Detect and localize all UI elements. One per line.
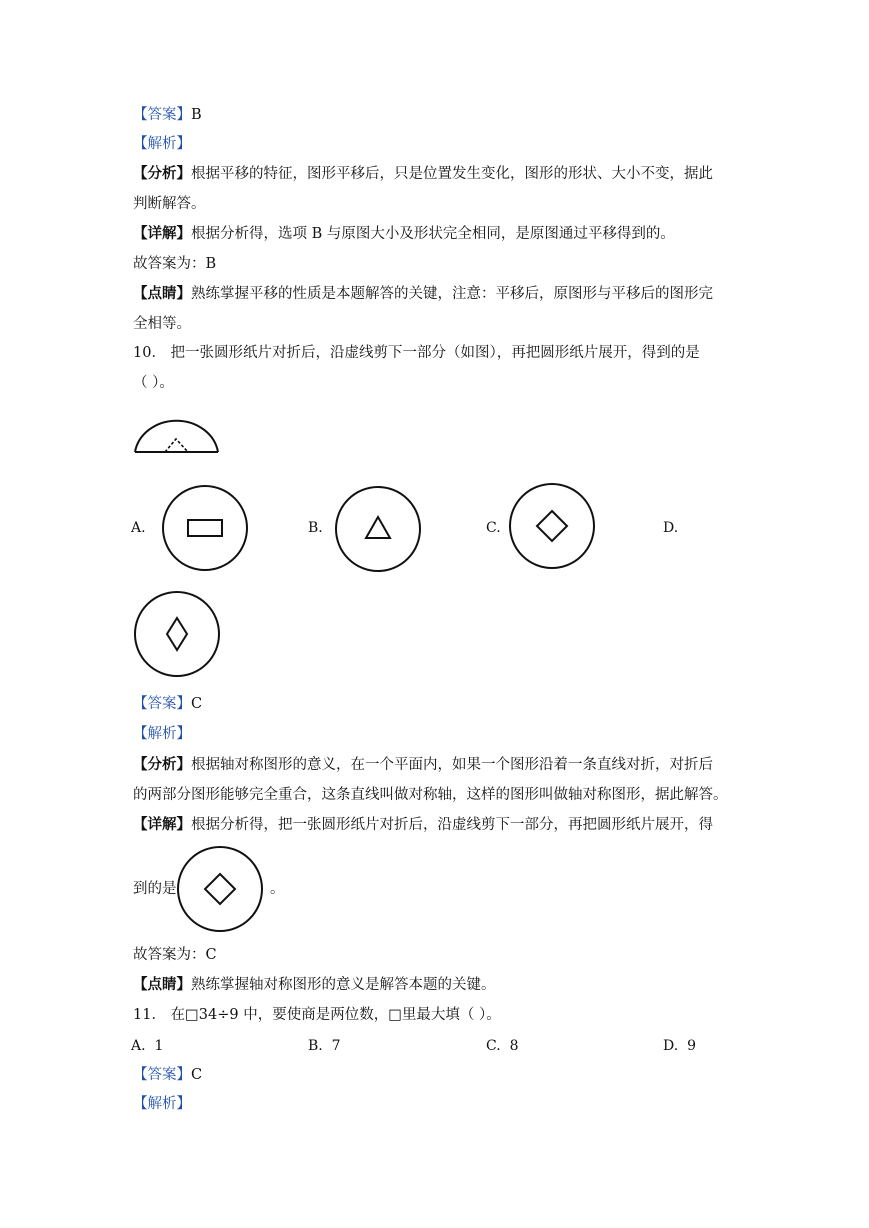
option-value: 9 (687, 1038, 697, 1054)
folded-half-circle-figure (132, 412, 222, 456)
q10-fenxi (133, 755, 713, 775)
q10-xiangjie (133, 815, 713, 835)
q10-xiangjie-cont-after: 。 (270, 881, 285, 897)
answer-tag: 【答案】 (133, 696, 191, 712)
dianjing-tag: 【点睛】 (133, 976, 191, 993)
q10-option-d-figure[interactable] (134, 591, 222, 679)
q10-answer-figure (177, 846, 265, 934)
diamond-hole (537, 511, 567, 541)
dianjing-text: 熟练掌握轴对称图形的意义是解答本题的关键。 (191, 977, 496, 993)
q10-option-a-figure[interactable] (162, 485, 250, 573)
q9-fenxi (133, 164, 713, 184)
q10-xiangjie-cont-before: 到的是 (133, 881, 177, 897)
q9-dianjing (133, 284, 713, 304)
dashed-cut-line (165, 439, 188, 452)
q10-option-c-label[interactable]: C. (486, 520, 501, 536)
q9-xiangjie (133, 224, 675, 244)
tall-diamond-hole (167, 618, 187, 650)
q9-dianjing-cont: 全相等。 (133, 316, 191, 332)
option-label: D. (663, 1038, 679, 1054)
fenxi-tag: 【分析】 (133, 756, 191, 773)
q11-analysis-tag: 【解析】 (133, 1096, 191, 1112)
option-value: 8 (509, 1038, 519, 1054)
q11-option-a[interactable] (131, 1036, 163, 1056)
xiangjie-tag: 【详解】 (133, 816, 191, 833)
answer-value: C (191, 696, 203, 712)
q10-stem: 10． 把一张圆形纸片对折后，沿虚线剪下一部分（如图），再把圆形纸片展开，得到的是 (133, 345, 700, 361)
circle-shape (336, 487, 420, 571)
option-value: 7 (331, 1038, 341, 1054)
option-label: C. (486, 1038, 501, 1054)
fenxi-text: 根据平移的特征，图形平移后，只是位置发生变化，图形的形状、大小不变，据此 (191, 166, 713, 182)
option-value: 1 (154, 1038, 164, 1054)
q10-dianjing (133, 975, 496, 995)
q10-option-d-label[interactable]: D. (663, 520, 679, 536)
q10-option-b-figure[interactable] (335, 486, 423, 574)
q10-fenxi-cont: 的两部分图形能够完全重合，这条直线叫做对称轴，这样的图形叫做轴对称图形，据此解答。 (133, 787, 728, 803)
q9-answer (133, 105, 202, 125)
circle-shape (178, 847, 262, 931)
diamond-hole (205, 874, 235, 904)
dianjing-tag: 【点睛】 (133, 285, 191, 302)
q10-conclusion: 故答案为：C (133, 947, 217, 963)
q11-option-b[interactable] (308, 1036, 341, 1056)
q10-option-a-label[interactable]: A. (131, 520, 146, 536)
q9-analysis-tag: 【解析】 (133, 136, 191, 152)
q10-answer (133, 694, 202, 714)
fenxi-tag: 【分析】 (133, 165, 191, 182)
option-label: A. (131, 1038, 146, 1054)
answer-value: C (191, 1067, 203, 1083)
q11-stem: 11． 在□34÷9 中，要使商是两位数，□里最大填（ ）。 (133, 1007, 501, 1023)
rectangle-hole (188, 520, 222, 536)
answer-value: B (191, 107, 202, 123)
q9-conclusion: 故答案为：B (133, 256, 217, 272)
half-circle-arc (135, 421, 218, 452)
q10-option-c-figure[interactable] (509, 483, 597, 571)
xiangjie-tag: 【详解】 (133, 225, 191, 242)
triangle-hole (366, 517, 390, 538)
q10-analysis-tag: 【解析】 (133, 726, 191, 742)
circle-shape (163, 486, 247, 570)
answer-tag: 【答案】 (133, 1067, 191, 1083)
xiangjie-text: 根据分析得，选项 B 与原图大小及形状完全相同，是原图通过平移得到的。 (191, 226, 675, 242)
dianjing-text: 熟练掌握平移的性质是本题解答的关键，注意：平移后，原图形与平移后的图形完 (191, 286, 713, 302)
q11-answer (133, 1065, 202, 1085)
q10-stem-cont: （ ）。 (133, 375, 174, 391)
option-label: B. (308, 1038, 323, 1054)
xiangjie-text: 根据分析得，把一张圆形纸片对折后，沿虚线剪下一部分，再把圆形纸片展开，得 (191, 817, 713, 833)
q9-fenxi-cont: 判断解答。 (133, 196, 206, 212)
circle-shape (510, 484, 594, 568)
q11-option-c[interactable] (486, 1036, 519, 1056)
fenxi-text: 根据轴对称图形的意义，在一个平面内，如果一个图形沿着一条直线对折，对折后 (191, 757, 713, 773)
answer-tag: 【答案】 (133, 107, 191, 123)
q10-option-b-label[interactable]: B. (308, 520, 323, 536)
circle-shape (135, 592, 219, 676)
q11-option-d[interactable] (663, 1036, 696, 1056)
